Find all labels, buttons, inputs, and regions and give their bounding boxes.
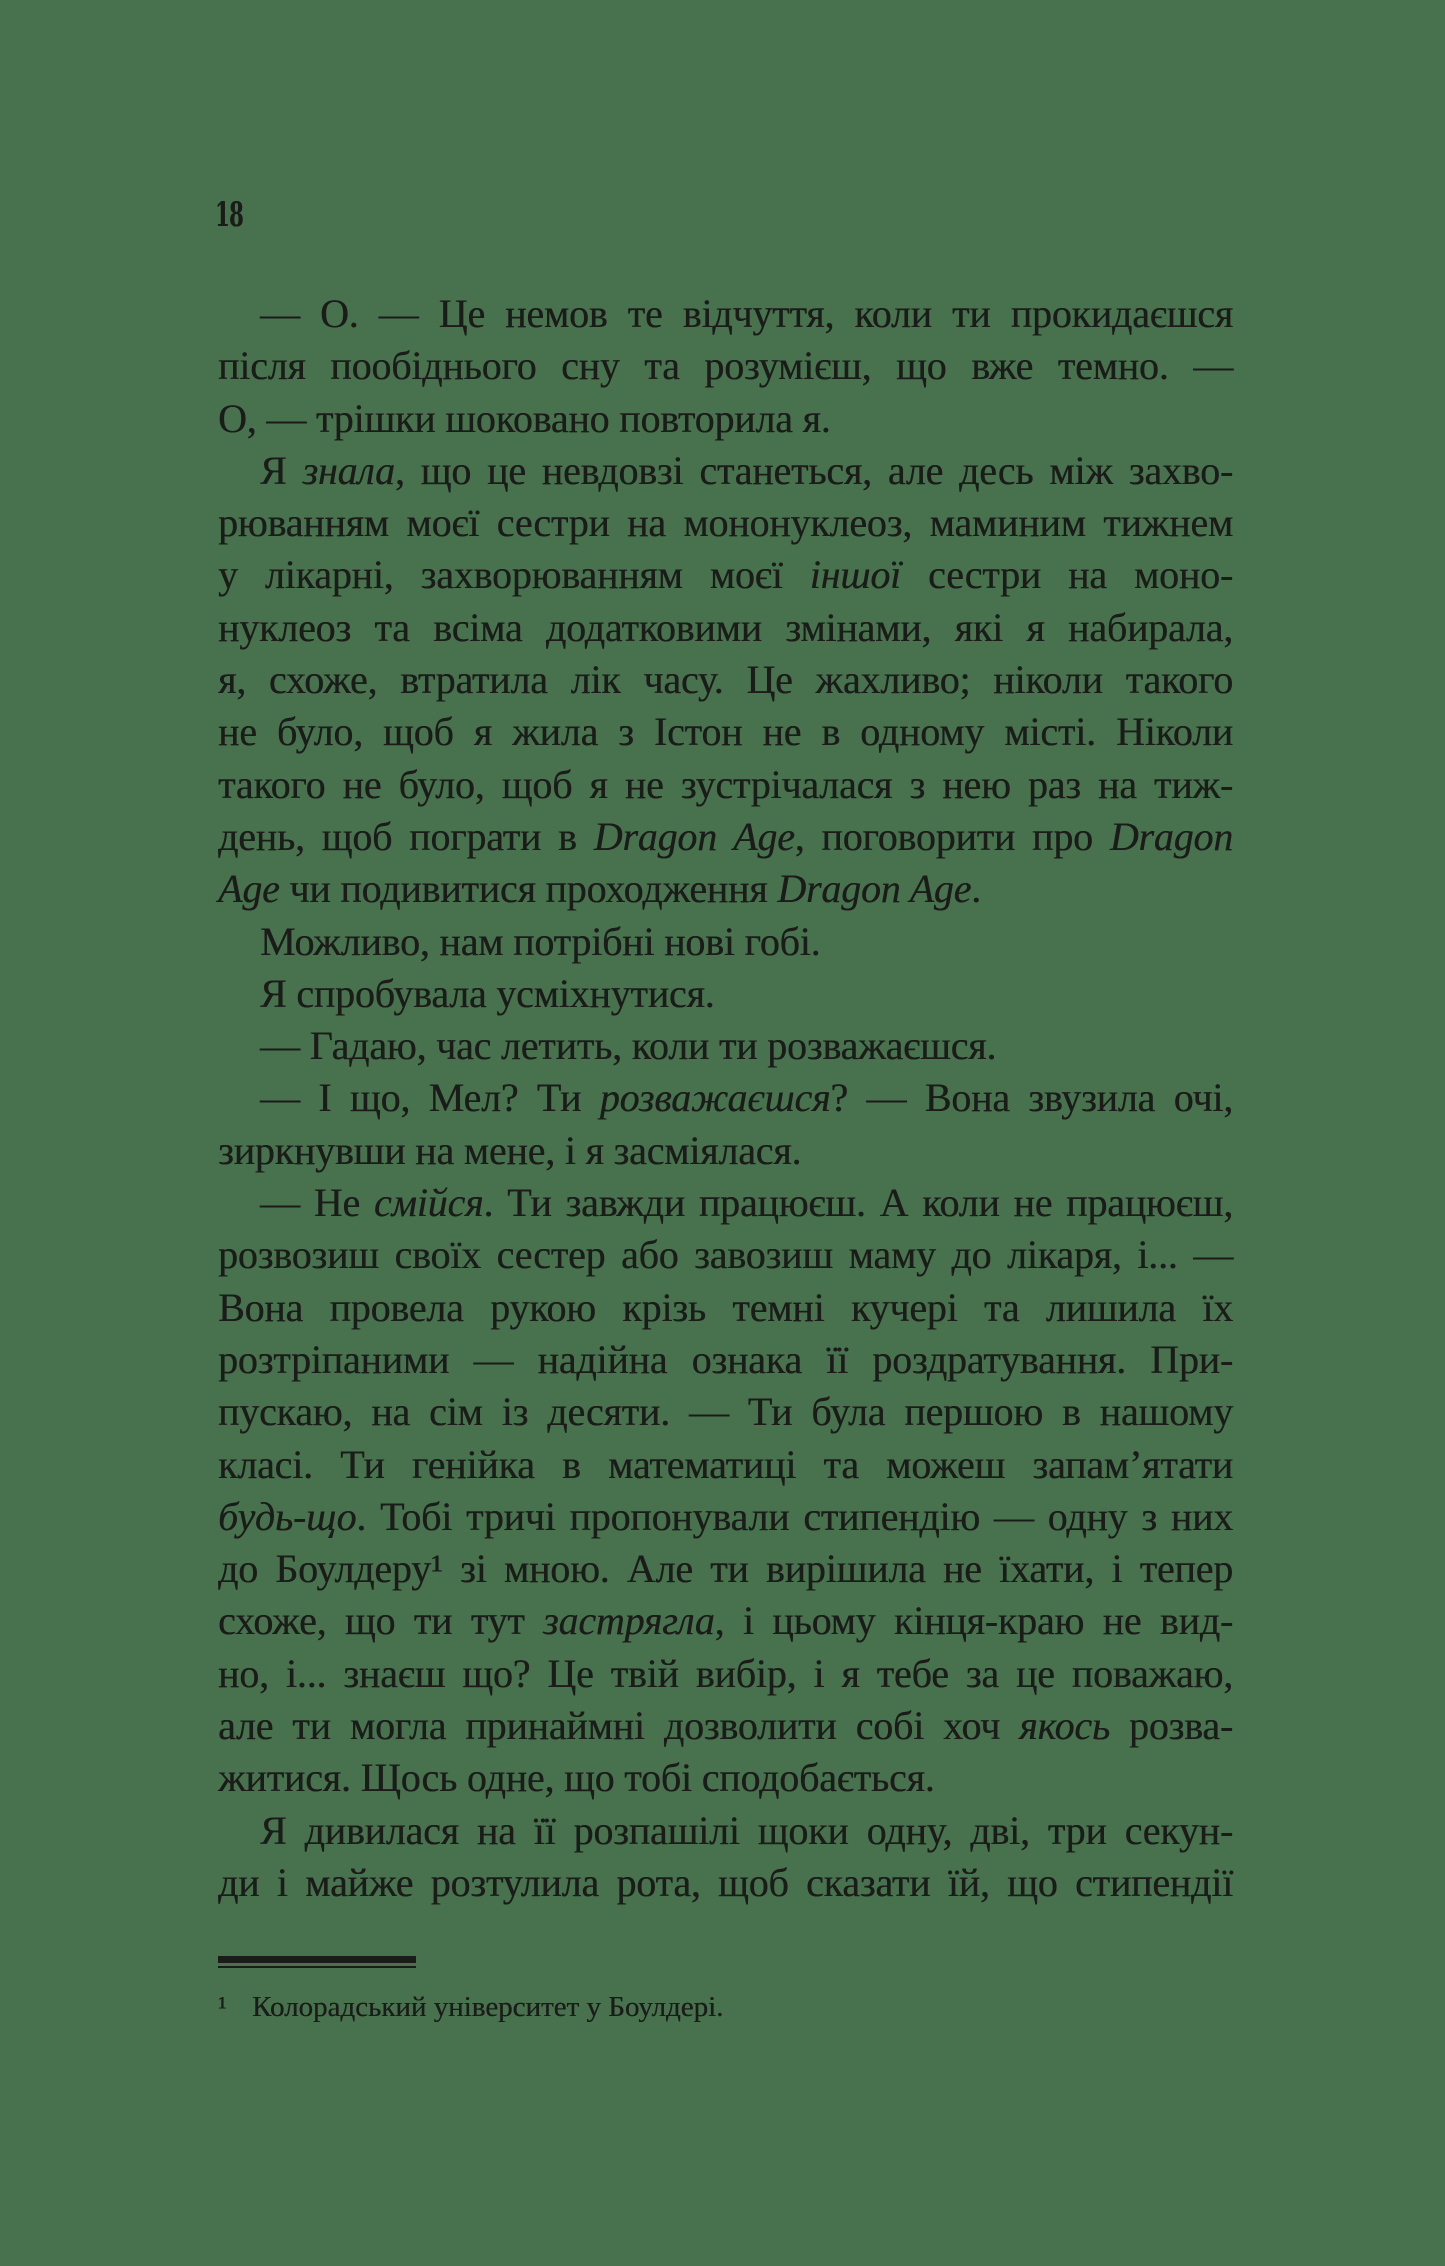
- text-line: Можливо, нам потрібні нові гобі.: [260, 918, 821, 964]
- footnote-line: [218, 1990, 1233, 2024]
- text-line: розвозиш своїх сестер або завозиш маму до лікаря, і... —: [218, 1232, 1233, 1278]
- text-line: — І що, Мел? Ти розважаєшся? — Вона звузила очі,: [260, 1075, 1233, 1121]
- text-line: після пообіднього сну та розумієш, що вже темно. —: [218, 343, 1233, 389]
- text-line: не було, щоб я жила з Істон не в одному місті. Ніколи: [218, 709, 1233, 755]
- page-number: 18: [215, 195, 244, 235]
- text-line: я, схоже, втратила лік часу. Це жахливо; ніколи такого: [218, 657, 1233, 703]
- body-text: [218, 288, 1233, 1909]
- text-line: Я дивилася на її розпашілі щоки одну, дві, три секун-: [260, 1807, 1233, 1853]
- text-line: ди і майже розтулила рота, щоб сказати їй, що стипендії: [218, 1859, 1233, 1905]
- text-line: нуклеоз та всіма додатковими змінами, які я набирала,: [218, 604, 1233, 650]
- text-line: Age чи подивитися проходження Dragon Age.: [218, 866, 981, 912]
- text-line: класі. Ти генійка в математиці та можеш запам’ятати: [218, 1441, 1233, 1487]
- text-line: у лікарні, захворюванням моєї іншої сестри на моно-: [218, 552, 1233, 598]
- text-line: зиркнувши на мене, і я засміялася.: [218, 1127, 802, 1173]
- text-line: — Не смійся. Ти завжди працюєш. А коли не працюєш,: [260, 1180, 1233, 1226]
- text-line: схоже, що ти тут застрягла, і цьому кінця-краю не вид-: [218, 1598, 1233, 1644]
- footnote-text: Колорадський університет у Боулдері.: [252, 1991, 724, 2023]
- text-line: О, — трішки шоковано повторила я.: [218, 395, 831, 441]
- text-line: Вона провела рукою крізь темні кучері та лишила їх: [218, 1284, 1233, 1330]
- text-line: до Боулдеру¹ зі мною. Але ти вирішила не їхати, і тепер: [218, 1546, 1233, 1592]
- text-line: Я спробувала усміхнутися.: [260, 970, 715, 1016]
- text-line: такого не було, щоб я не зустрічалася з нею раз на тиж-: [218, 761, 1233, 807]
- text-line: — Гадаю, час летить, коли ти розважаєшся.: [260, 1023, 997, 1069]
- text-line: — О. — Це немов те відчуття, коли ти прокидаєшся: [260, 291, 1233, 336]
- text-line: але ти могла принаймні дозволити собі хоч якось розва-: [218, 1703, 1233, 1749]
- text-line: день, щоб пограти в Dragon Age, поговорити про Dragon: [218, 813, 1234, 859]
- text-line: Я знала, що це невдовзі станеться, але десь між захво-: [260, 447, 1234, 493]
- footnote-marker: ¹: [218, 1991, 227, 2023]
- text-line: житися. Щось одне, що тобі сподобається.: [218, 1755, 935, 1801]
- footnote: [218, 1956, 1233, 2024]
- text-line: рюванням моєї сестри на мононуклеоз, маминим тижнем: [218, 500, 1233, 546]
- text-line: розтріпаними — надійна ознака її роздратування. При-: [218, 1336, 1233, 1382]
- text-line: но, і... знаєш що? Це твій вибір, і я тебе за це поважаю,: [218, 1650, 1233, 1696]
- text-line: пускаю, на сім із десяти. — Ти була першою в нашому: [218, 1389, 1233, 1435]
- footnote-separator: [218, 1956, 416, 1968]
- text-line: будь-що. Тобі тричі пропонували стипендію — одну з них: [218, 1493, 1233, 1539]
